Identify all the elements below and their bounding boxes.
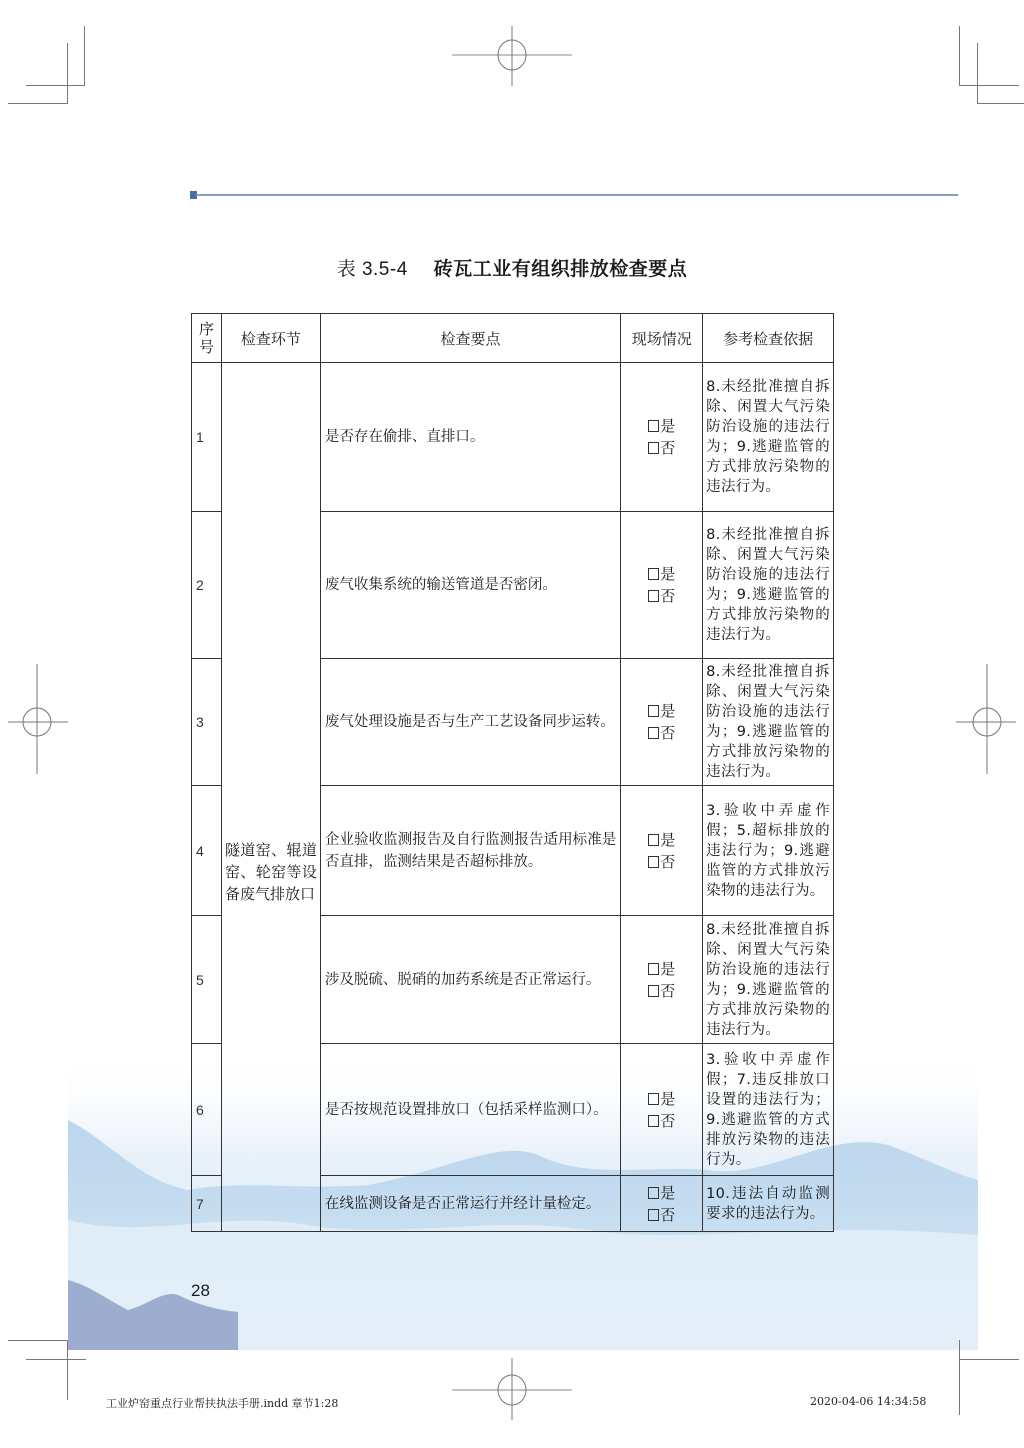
checkbox-no[interactable]: 否: [621, 722, 702, 744]
checkbox-yes[interactable]: 是: [621, 1088, 702, 1110]
header-status: 现场情况: [621, 314, 703, 363]
row-point: 是否按规范设置排放口（包括采样监测口）。: [320, 1044, 620, 1176]
checkbox-icon[interactable]: [648, 727, 659, 739]
row-ref: 3.验收中弄虚作假；5.超标排放的违法行为；9.逃避监管的方式排放污染物的违法行为。: [703, 786, 834, 916]
checkbox-no[interactable]: 否: [621, 851, 702, 873]
row-ref: 8.未经批准擅自拆除、闲置大气污染防治设施的违法行为；9.逃避监管的方式排放污染物的违法行为。: [703, 916, 834, 1044]
crop-mark: [8, 1340, 68, 1341]
checkbox-yes[interactable]: 是: [621, 958, 702, 980]
checkbox-yes[interactable]: 是: [621, 563, 702, 585]
row-seq: 4: [192, 786, 222, 916]
checkbox-icon[interactable]: [648, 705, 659, 717]
registration-mark-icon: [8, 664, 68, 774]
checkbox-icon[interactable]: [648, 1187, 659, 1199]
registration-mark-icon: [452, 1358, 572, 1420]
row-status: [621, 916, 703, 1044]
row-ref: 8.未经批准擅自拆除、闲置大气污染防治设施的违法行为；9.逃避监管的方式排放污染物的违法行为。: [703, 659, 834, 786]
print-slug-datetime: 2020-04-06 14:34:58: [810, 1395, 927, 1408]
crop-mark: [977, 43, 978, 103]
crop-mark: [959, 26, 960, 85]
header-seq: 序号: [192, 314, 222, 363]
row-seq: 7: [192, 1176, 222, 1232]
print-slug-filename: 工业炉窑重点行业帮扶执法手册.indd 章节1:28: [106, 1397, 339, 1410]
row-status: [621, 1044, 703, 1176]
registration-mark-icon: [452, 26, 572, 88]
table-title: [0, 254, 1024, 281]
table-row: [192, 363, 834, 512]
crop-mark: [84, 26, 85, 85]
checkbox-icon[interactable]: [648, 590, 659, 602]
row-status: [621, 659, 703, 786]
row-point: 废气处理设施是否与生产工艺设备同步运转。: [320, 659, 620, 786]
checkbox-icon[interactable]: [648, 568, 659, 580]
checkbox-icon[interactable]: [648, 856, 659, 868]
crop-mark: [26, 85, 85, 86]
checkbox-yes[interactable]: 是: [621, 829, 702, 851]
checkbox-icon[interactable]: [648, 442, 659, 454]
row-ref: 8.未经批准擅自拆除、闲置大气污染防治设施的违法行为；9.逃避监管的方式排放污染物的违法行为。: [703, 363, 834, 512]
checkbox-icon[interactable]: [648, 1209, 659, 1221]
row-seq: 3: [192, 659, 222, 786]
row-point: 废气收集系统的输送管道是否密闭。: [320, 512, 620, 659]
checkbox-icon[interactable]: [648, 963, 659, 975]
checkbox-no[interactable]: 否: [621, 585, 702, 607]
row-ref: 8.未经批准擅自拆除、闲置大气污染防治设施的违法行为；9.逃避监管的方式排放污染物的违法行为。: [703, 512, 834, 659]
table-header-row: [192, 314, 834, 363]
row-seq: 1: [192, 363, 222, 512]
header-stage: 检查环节: [221, 314, 320, 363]
checkbox-yes[interactable]: 是: [621, 415, 702, 437]
crop-mark: [26, 1359, 86, 1360]
checkbox-icon[interactable]: [648, 1115, 659, 1127]
table-title-number: 表 3.5-4: [336, 259, 408, 280]
checkbox-yes[interactable]: 是: [621, 1182, 702, 1204]
row-point: 企业验收监测报告及自行监测报告适用标准是否直排，监测结果是否超标排放。: [320, 786, 620, 916]
row-point: 是否存在偷排、直排口。: [320, 363, 620, 512]
registration-mark-icon: [956, 664, 1016, 774]
checkbox-no[interactable]: 否: [621, 1204, 702, 1226]
crop-mark: [977, 103, 1024, 104]
row-point: 涉及脱硫、脱硝的加药系统是否正常运行。: [320, 916, 620, 1044]
page-number: 28: [191, 1281, 210, 1300]
crop-mark: [67, 43, 68, 103]
checkbox-no[interactable]: 否: [621, 437, 702, 459]
checkbox-icon[interactable]: [648, 834, 659, 846]
row-seq: 5: [192, 916, 222, 1044]
row-status: [621, 512, 703, 659]
row-ref: 3.验收中弄虚作假；7.违反排放口设置的违法行为；9.逃避监管的方式排放污染物的违法行为。: [703, 1044, 834, 1176]
header-point: 检查要点: [320, 314, 620, 363]
checkbox-icon[interactable]: [648, 420, 659, 432]
checkbox-no[interactable]: 否: [621, 1110, 702, 1132]
table-title-text: 砖瓦工业有组织排放检查要点: [433, 258, 688, 280]
stage-cell: 隧道窑、辊道窑、轮窑等设备废气排放口: [221, 363, 320, 1232]
row-ref: 10.违法自动监测要求的违法行为。: [703, 1176, 834, 1232]
crop-mark: [959, 1359, 1019, 1360]
header-rule: [196, 194, 958, 196]
row-point: 在线监测设备是否正常运行并经计量检定。: [320, 1176, 620, 1232]
crop-mark: [8, 103, 68, 104]
checkbox-yes[interactable]: 是: [621, 700, 702, 722]
row-status: [621, 1176, 703, 1232]
inspection-table: [191, 313, 834, 1232]
crop-mark: [959, 1340, 960, 1415]
header-ref: 参考检查依据: [703, 314, 834, 363]
checkbox-no[interactable]: 否: [621, 980, 702, 1002]
row-status: [621, 786, 703, 916]
row-status: [621, 363, 703, 512]
crop-mark: [959, 85, 1019, 86]
row-seq: 2: [192, 512, 222, 659]
checkbox-icon[interactable]: [648, 1093, 659, 1105]
crop-mark: [67, 1340, 68, 1400]
row-seq: 6: [192, 1044, 222, 1176]
checkbox-icon[interactable]: [648, 985, 659, 997]
